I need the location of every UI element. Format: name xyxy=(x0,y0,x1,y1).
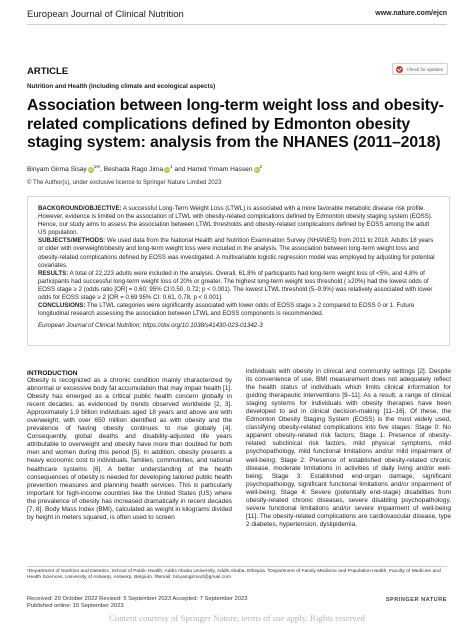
abstract-methods xyxy=(38,237,439,269)
body-column-right: individuals with obesity in clinical and community settings [2]. Despite its convenience of use, BMI measurement does not adequately reflect the health status of individuals which limits clinical information for guiding therapeutic interventions [9–11]. As a result, a range of clinical staging systems for individuals with obesity therapies have been developed to aid in clinical decision-making [11–16]. Of these, the Edmonton Obesity Staging System (EOSS) is the most widely used, classifying obesity-related complications into five stages: Stage 0: No apparent obesity-related risk factors; Stage 1: Presence of obesity-related subclinical risk factors, mild physical symptoms, mild psychopathology, mild functional limitations and/or mild impairment of well-being; Stage 2: Presence of established obesity-related chronic disease, moderate limitations in activities of daily living and/or well-being; Stage 3: Established end-organ damage, significant psychopathology, significant functional limitations and/or impairment of well-being; Stage 4: Severe (potentially end-stage) disabilities from obesity-related chronic diseases, severe disabling psychopathology, severe functional limitations and/or severe impairment of well-being [11]. The obesity-related complications are cardiovascular disease, type 2 diabetes, hypertension, dyslipidemia, xyxy=(246,368,451,528)
author-affiliation-mark: 2 xyxy=(259,164,263,169)
check-updates-label: Check for updates xyxy=(406,66,443,72)
abstract-text: A total of 22,223 adults were included in the analysis. Overall, 61.8% of participants had long-term weight loss of <5%, and 4.8% of participants had successful long-term weight loss of 20% or greater. The highest long-term weight loss threshold ( ≥20%) had the lowest odds of EOSS stage ≥ 2 (odds ratio [OR] = 0.60; 95% CI:0.50, 0.72; p < 0.001). The lowest LTWL threshold (5–9.9%) was relatively associated with lower odds for EOSS stage ≥ 2 [OR = 0.69 95% CI: 0.61, 0.78, p < 0.001]. xyxy=(38,269,433,302)
article-title: Association between long-term weight loss and obesity-related complications defined by Edmonton obesity staging system: analysis from the NHANES (2011–2018) xyxy=(27,97,444,151)
email-icon[interactable]: ✉ xyxy=(96,164,101,169)
author-affiliation-mark: 1 xyxy=(170,164,173,169)
abstract-box xyxy=(27,196,450,346)
abstract-label: SUBJECTS/METHODS: xyxy=(38,237,106,245)
introduction-heading: INTRODUCTION xyxy=(27,370,78,377)
affiliations-footnote: ¹Department of Nutrition and Dietetics, School of Public Health, Addis Ababa University, Addis Ababa, Ethiopia. ²Department of Family Medicine and Population Health, Faculty of Medicine and Health Sciences, University of Antwerp, Antwerp, Belgium. ✉email: binyamgirma3@gmail.com xyxy=(27,569,441,581)
orcid-icon[interactable]: iD xyxy=(165,167,169,172)
abstract-label: RESULTS: xyxy=(38,269,69,277)
copyright-line: © The Author(s), under exclusive licence to Springer Nature Limited 2023 xyxy=(27,180,222,186)
abstract-background xyxy=(38,205,439,237)
abstract-results xyxy=(38,270,439,302)
abstract-label: BACKGROUND/OBJECTIVE: xyxy=(38,205,122,212)
abstract-text: A successful Long-Term Weight Loss (LTWL) is associated with a more favorable metabolic disease risk profile. However, evidence is limited on the association of LTWL with obesity-related complications defined by Edmonton obesity staging system (EOSS). Hence, our study aims to assess the association between LTWL thresholds and obesity-related complications defined by EOSS among the adult US population. xyxy=(38,205,433,237)
author-name[interactable]: Binyam Girma Sisay xyxy=(27,166,87,173)
article-citation[interactable]: European Journal of Clinical Nutrition; https://doi.org/10.1038/s41430-023-01342-3 xyxy=(38,322,263,330)
footnote-divider xyxy=(27,566,447,567)
section-tag: Nutrition and Health (including climate and ecological aspects) xyxy=(27,83,216,90)
header-divider xyxy=(27,24,447,25)
check-updates-icon xyxy=(396,66,403,73)
abstract-label: CONCLUSIONS: xyxy=(38,302,86,310)
publication-dates xyxy=(27,596,247,610)
author-name[interactable]: , Beshada Rago Jima xyxy=(100,166,164,173)
abstract-text: We used data from the National Health and Nutrition Examination Survey (NHANES) from 2011 to 2018. Adults 18 years or older with overweight/obesity and long-term weight loss were included in the analysis. The association between long-term weight loss and obesity-related complications defined by EOSS was investigated. A multivariable logistic regression model was employed by adjusting for potential covariates. xyxy=(38,237,435,269)
body-column-left: Obesity is recognized as a chronic condition mainly characterized by abnormal or excessive body fat accumulation that may impair health [1]. Obesity has emerged as a critical public health concern globally in recent decades, as evidenced by trends observed worldwide [2, 3]. Approximately 1.9 billion individuals aged 18 years and above are with overweight, with over 650 million identified as with obesity and the prevalence of having obesity continues to rise globally [4]. Consequently, global deaths and disability-adjusted life years attributable to overweight and obesity have more than doubled for both men and women during this period [5]. In addition, obesity presents a heavy economic cost to individuals, families, communities, and national healthcare systems [6]. A better understanding of the health consequences of obesity is needed for developing tailored public health prevention measures and planning health services. This is particularly important for high-income countries like the United States (US) where the prevalence of obesity has increased dramatically in recent decades [7, 8]. Body Mass Index (BMI), calculated as weight in kilograms divided by height in meters squared, is often used to screen xyxy=(27,377,232,521)
author-affiliation-mark: 1 xyxy=(93,164,97,169)
abstract-text: The LTWL categories were significantly associated with lower odds of EOSS stage ≥ 2 compared to EOSS 0 or 1. Future longitudinal research assessing the association between LTWL and EOSS components is recommended. xyxy=(38,302,415,318)
publisher-logo: SPRINGER NATURE xyxy=(385,597,447,603)
orcid-icon[interactable]: iD xyxy=(88,167,93,172)
journal-site-link[interactable]: www.nature.com/ejcn xyxy=(375,10,447,17)
article-type-label: ARTICLE xyxy=(27,66,69,77)
author-list xyxy=(27,162,452,175)
abstract-conclusions xyxy=(38,302,439,318)
author-name[interactable]: and Hamid Yimam Hassen xyxy=(172,166,253,173)
journal-name: European Journal of Clinical Nutrition xyxy=(27,9,184,20)
orcid-icon[interactable]: iD xyxy=(254,167,259,172)
check-updates-button[interactable] xyxy=(392,63,448,75)
received-dates: Received: 20 October 2022 Revised: 5 September 2023 Accepted: 7 September 2023 xyxy=(27,596,248,602)
published-date: Published online: 15 September 2023 xyxy=(27,603,124,609)
courtesy-watermark: Content courtesy of Springer Nature, terms of use apply. Rights reserved xyxy=(109,613,365,623)
